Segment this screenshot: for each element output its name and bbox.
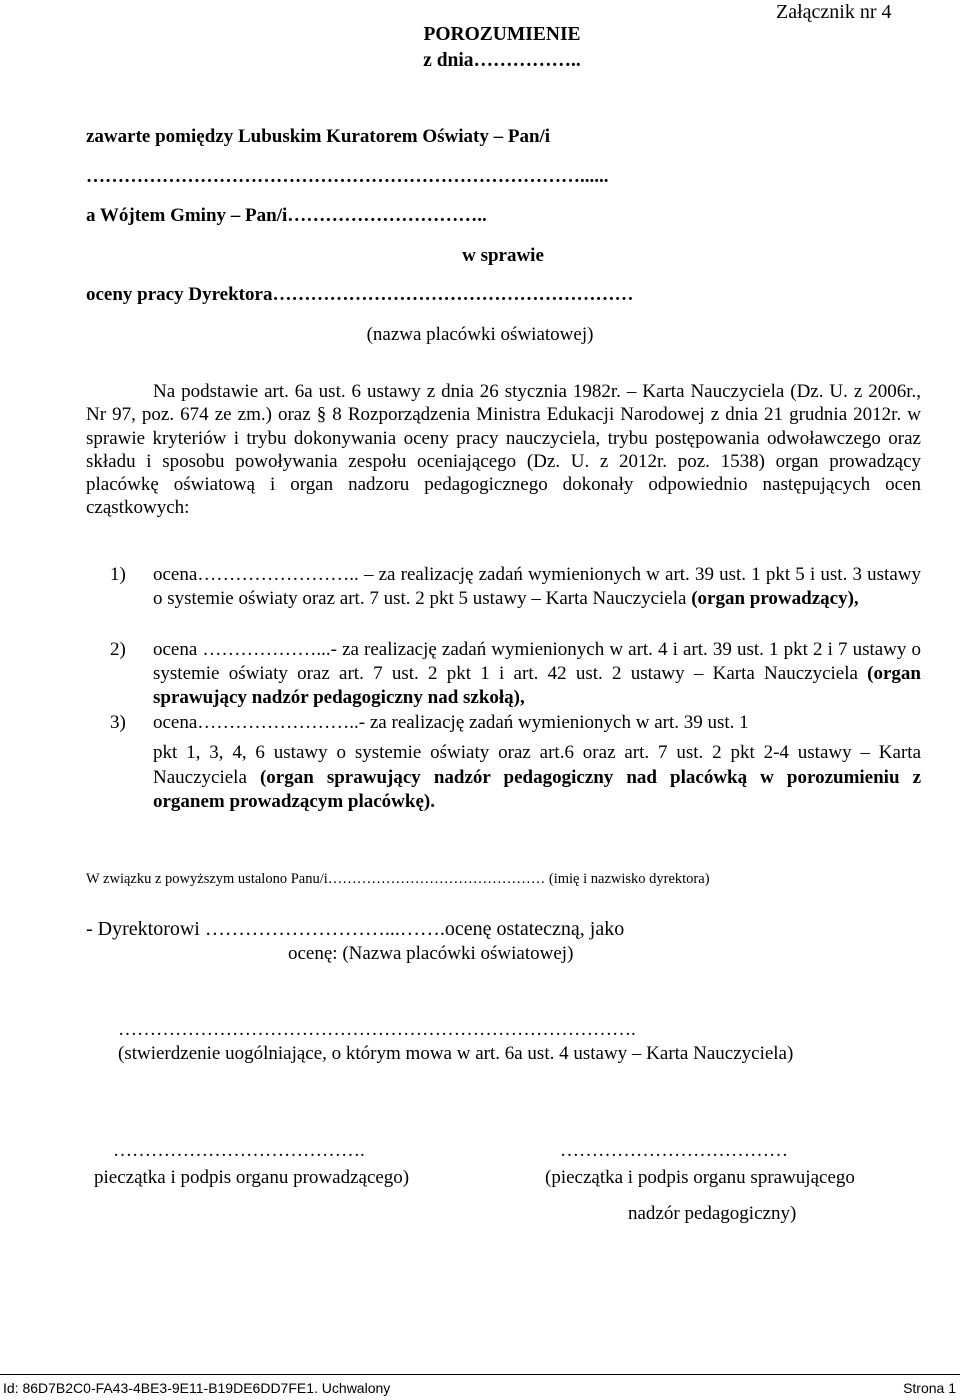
statement-dots: ………………………………………………………………………. [118,1019,636,1040]
assessment-3 [153,741,921,815]
statement-caption: (stwierdzenie uogólniające, o którym mowa w art. 6a ust. 4 ustawy – Karta Nauczyciela) [118,1043,794,1064]
footer-divider [0,1374,960,1375]
assessment-3-number: 3) [110,712,126,733]
assessment-1-organ: (organ prowadzący), [691,588,859,609]
assessment-3-organ: (organ sprawujący nadzór pedagogiczny nad placówką w porozumieniu z organem prowadzącym placówkę). [153,766,922,812]
assessment-1-number: 1) [110,564,126,585]
assessment-2-text: ocena ………………...- za realizację zadań wymienionych w art. 4 i art. 39 ust. 1 pkt 2 i 7 ustawy o systemie oświaty oraz art. 7 ust. 2 pkt 1 i art. 42 ust. 2 ustawy – Karta Nauczyciela [153,639,921,684]
conclusion-intro: W związku z powyższym ustalono Panu/i……………………………………… (imię i nazwisko dyrektora) [86,871,710,887]
assessment-2-number: 2) [110,639,126,660]
attachment-label: Załącznik nr 4 [776,1,892,23]
assessment-1-text: ocena…………………….. – za realizację zadań wymienionych w art. 39 ust. 1 pkt 5 i ust. 3 ustawy o systemie oświaty oraz art. 7 ust. 2 pkt 5 ustawy – Karta Nauczyciela [153,564,921,609]
date-line: z dnia…………….. [423,50,581,71]
assessment-1 [153,563,921,611]
parties-line-3: a Wójtem Gminy – Pan/i………………………….. [86,205,487,226]
assessment-2-organ: (organ sprawujący nadzór pedagogiczny nad szkołą), [153,663,921,708]
legal-basis-paragraph: Na podstawie art. 6a ust. 6 ustawy z dnia 26 stycznia 1982r. – Karta Nauczyciela (Dz. U. z 2006r., Nr 97, poz. 674 ze zm.) oraz § 8 Rozporządzenia Ministra Edukacji Narodowej z dnia 21 grudnia 2012r. w sprawie kryteriów i trybu dokonywania oceny pracy nauczyciela, trybu postępowania odwoławczego oraz składu i sposobu powoływania zespołu oceniającego (Dz. U. z 2012r. poz. 1538) organ prowadzący placówkę oświatową i organ nadzoru pedagogicznego dokonały odpowiednio następujących ocen cząstkowych: [86,381,921,519]
signature-left-dots: …………………………………. [113,1140,365,1161]
signature-right-dots: ……………………………… [560,1140,788,1161]
regarding-label: w sprawie [462,245,544,266]
parties-line-2: ……………………………………………………………………...... [86,166,609,187]
footer-page-number: Strona 1 [903,1380,956,1396]
assessment-3-first-line: ocena……………………..- za realizację zadań wymienionych w art. 39 ust. 1 [153,712,749,733]
director-line-2: ocenę: (Nazwa placówki oświatowej) [288,943,574,964]
assessment-3-text: pkt 1, 3, 4, 6 ustawy o systemie oświaty oraz art.6 oraz art. 7 ust. 2 pkt 2-4 ustawy – Karta Nauczyciela [153,742,921,788]
parties-line-1: zawarte pomiędzy Lubuskim Kuratorem Oświaty – Pan/i [86,126,551,147]
footer-document-id: Id: 86D7B2C0-FA43-4BE3-9E11-B19DE6DD7FE1. Uchwalony [3,1380,391,1396]
signature-left-caption: pieczątka i podpis organu prowadzącego) [94,1167,410,1188]
signature-right-caption-2: nadzór pedagogiczny) [628,1203,797,1224]
director-line-1: - Dyrektorowi ………………………...…….ocenę ostateczną, jako [86,918,625,940]
signature-right-caption-1: (pieczątka i podpis organu sprawującego [545,1167,855,1188]
parties-line-4: oceny pracy Dyrektora………………………………………………… [86,284,634,305]
assessment-2 [153,638,921,710]
document-title: POROZUMIENIE [423,24,581,45]
institution-caption: (nazwa placówki oświatowej) [366,324,594,345]
